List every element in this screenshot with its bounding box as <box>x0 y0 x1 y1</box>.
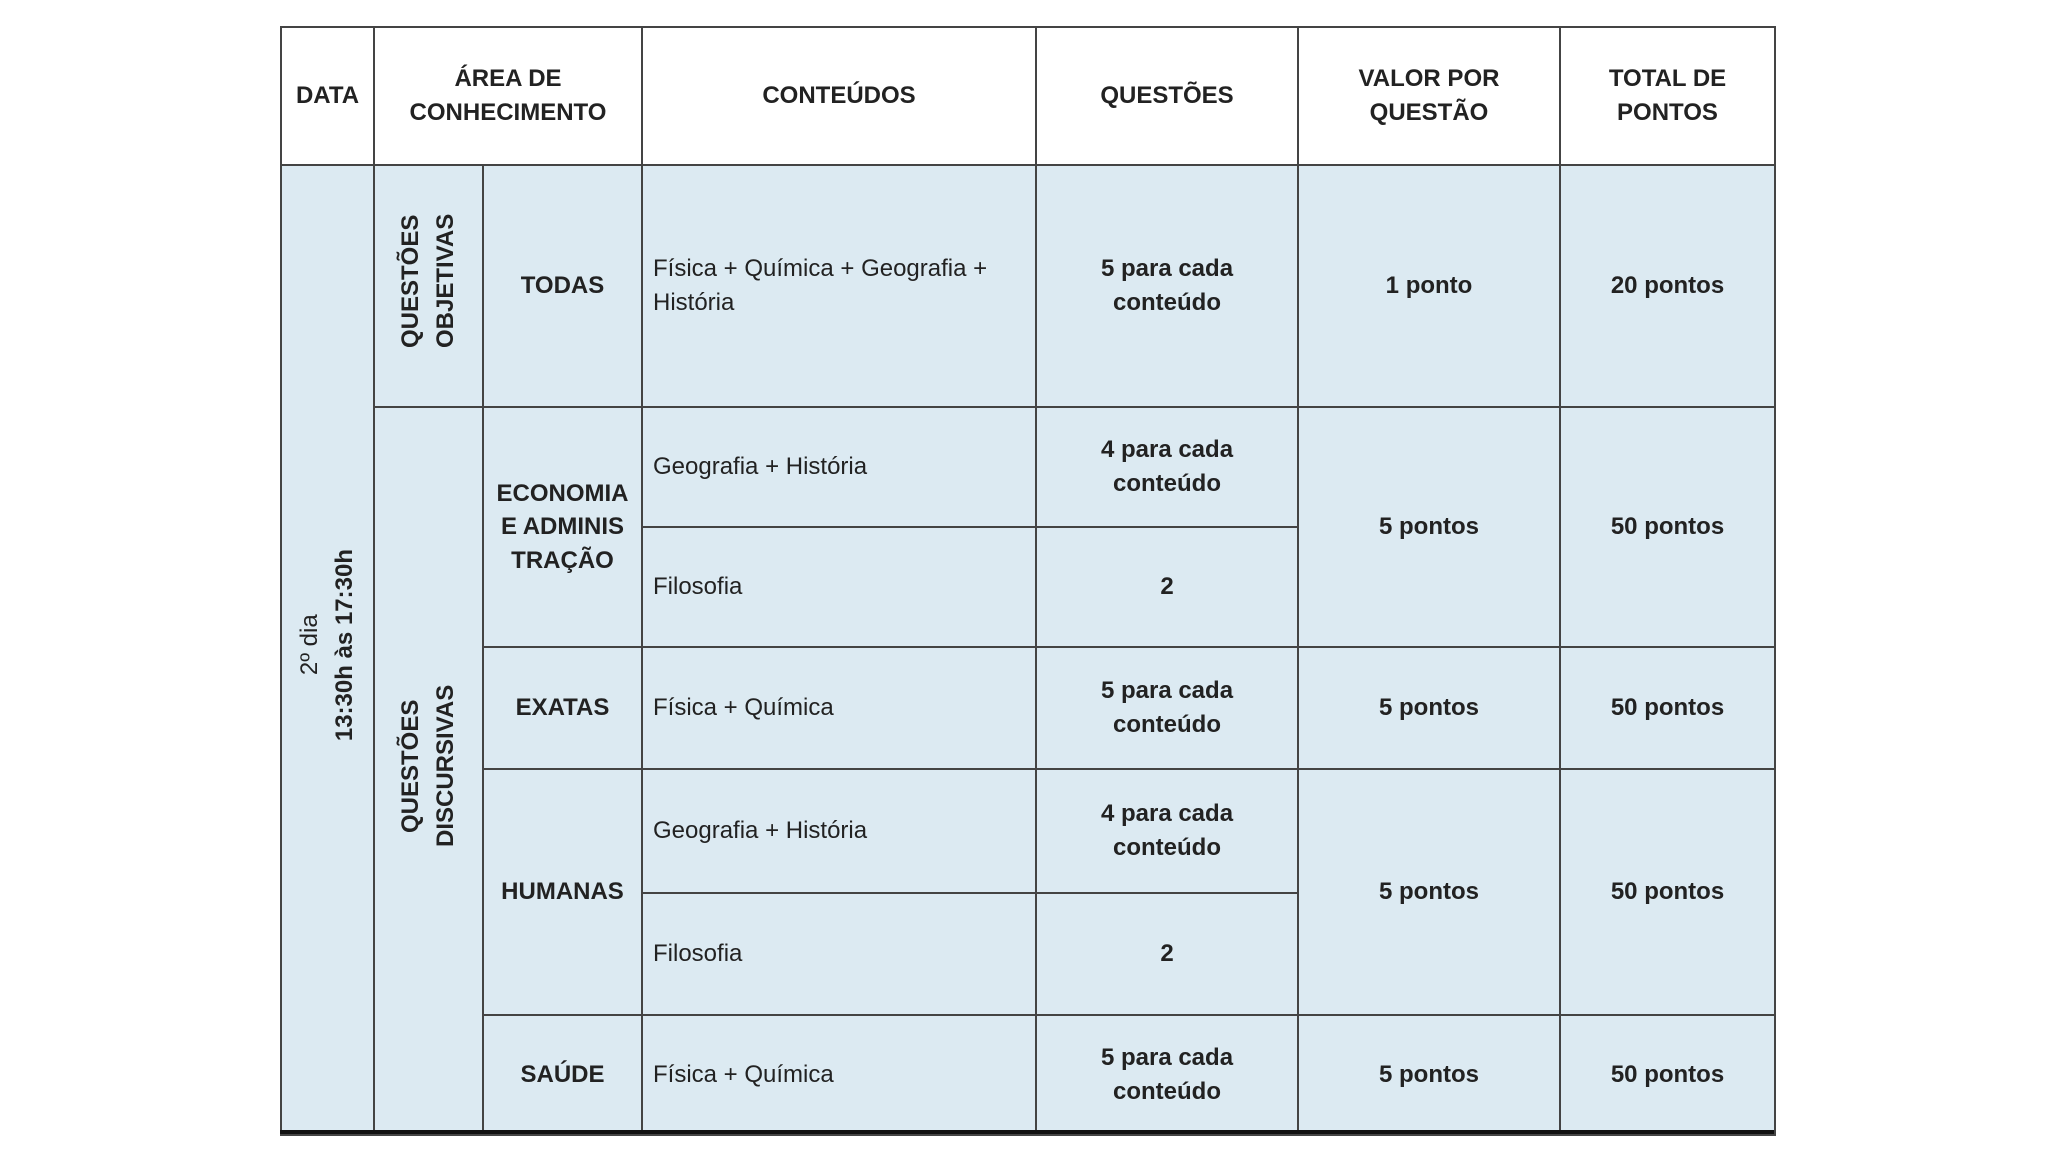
questoes-humanas-2: 2 <box>1036 893 1298 1015</box>
header-conteudos: CONTEÚDOS <box>642 27 1036 165</box>
total-saude: 50 pontos <box>1560 1015 1775 1135</box>
valor-humanas: 5 pontos <box>1298 769 1560 1015</box>
area-todas: TODAS <box>483 165 642 407</box>
total-economia: 50 pontos <box>1560 407 1775 647</box>
total-todas: 20 pontos <box>1560 165 1775 407</box>
date-cell <box>281 165 374 1135</box>
questoes-exatas: 5 para cada conteúdo <box>1036 647 1298 769</box>
row-exatas <box>281 647 1775 769</box>
row-economia-1 <box>281 407 1775 527</box>
questoes-humanas-1: 4 para cada conteúdo <box>1036 769 1298 893</box>
questoes-saude: 5 para cada conteúdo <box>1036 1015 1298 1135</box>
row-todas <box>281 165 1775 407</box>
group-discursivas-label: QUESTÕES DISCURSIVAS <box>396 685 459 848</box>
exam-schedule-table <box>280 26 1776 1136</box>
area-exatas: EXATAS <box>483 647 642 769</box>
row-humanas-1 <box>281 769 1775 893</box>
group-objetivas-cell <box>374 165 483 407</box>
date-time: 13:30h às 17:30h <box>330 549 358 742</box>
valor-economia: 5 pontos <box>1298 407 1560 647</box>
header-valor: VALOR POR QUESTÃO <box>1298 27 1560 165</box>
area-economia-label: ECONOMIA E ADMINISTRAÇÃO <box>496 479 629 574</box>
area-humanas: HUMANAS <box>483 769 642 1015</box>
header-data: DATA <box>281 27 374 165</box>
group-objetivas <box>394 201 464 361</box>
conteudo-humanas-2: Filosofia <box>642 893 1036 1015</box>
header-area: ÁREA DE CONHECIMENTO <box>374 27 642 165</box>
date-day: 2º dia <box>295 614 323 676</box>
header-questoes: QUESTÕES <box>1036 27 1298 165</box>
header-row <box>281 27 1775 165</box>
group-objetivas-label: QUESTÕES OBJETIVAS <box>396 214 459 349</box>
conteudo-economia-2: Filosofia <box>642 527 1036 647</box>
group-discursivas <box>394 666 464 866</box>
header-total: TOTAL DE PONTOS <box>1560 27 1775 165</box>
conteudo-exatas: Física + Química <box>642 647 1036 769</box>
total-exatas: 50 pontos <box>1560 647 1775 769</box>
questoes-economia-1: 4 para cada conteúdo <box>1036 407 1298 527</box>
questoes-todas: 5 para cada conteúdo <box>1036 165 1298 407</box>
conteudo-economia-1: Geografia + História <box>642 407 1036 527</box>
row-saude <box>281 1015 1775 1135</box>
valor-saude: 5 pontos <box>1298 1015 1560 1135</box>
valor-exatas: 5 pontos <box>1298 647 1560 769</box>
area-economia <box>483 407 642 647</box>
conteudo-humanas-1: Geografia + História <box>642 769 1036 893</box>
area-saude: SAÚDE <box>483 1015 642 1135</box>
questoes-economia-2: 2 <box>1036 527 1298 647</box>
group-discursivas-cell <box>374 407 483 1135</box>
valor-todas: 1 ponto <box>1298 165 1560 407</box>
table-bottom-rule <box>280 1130 1774 1134</box>
conteudo-todas: Física + Química + Geografia + História <box>642 165 1036 407</box>
total-humanas: 50 pontos <box>1560 769 1775 1015</box>
conteudo-saude: Física + Química <box>642 1015 1036 1135</box>
